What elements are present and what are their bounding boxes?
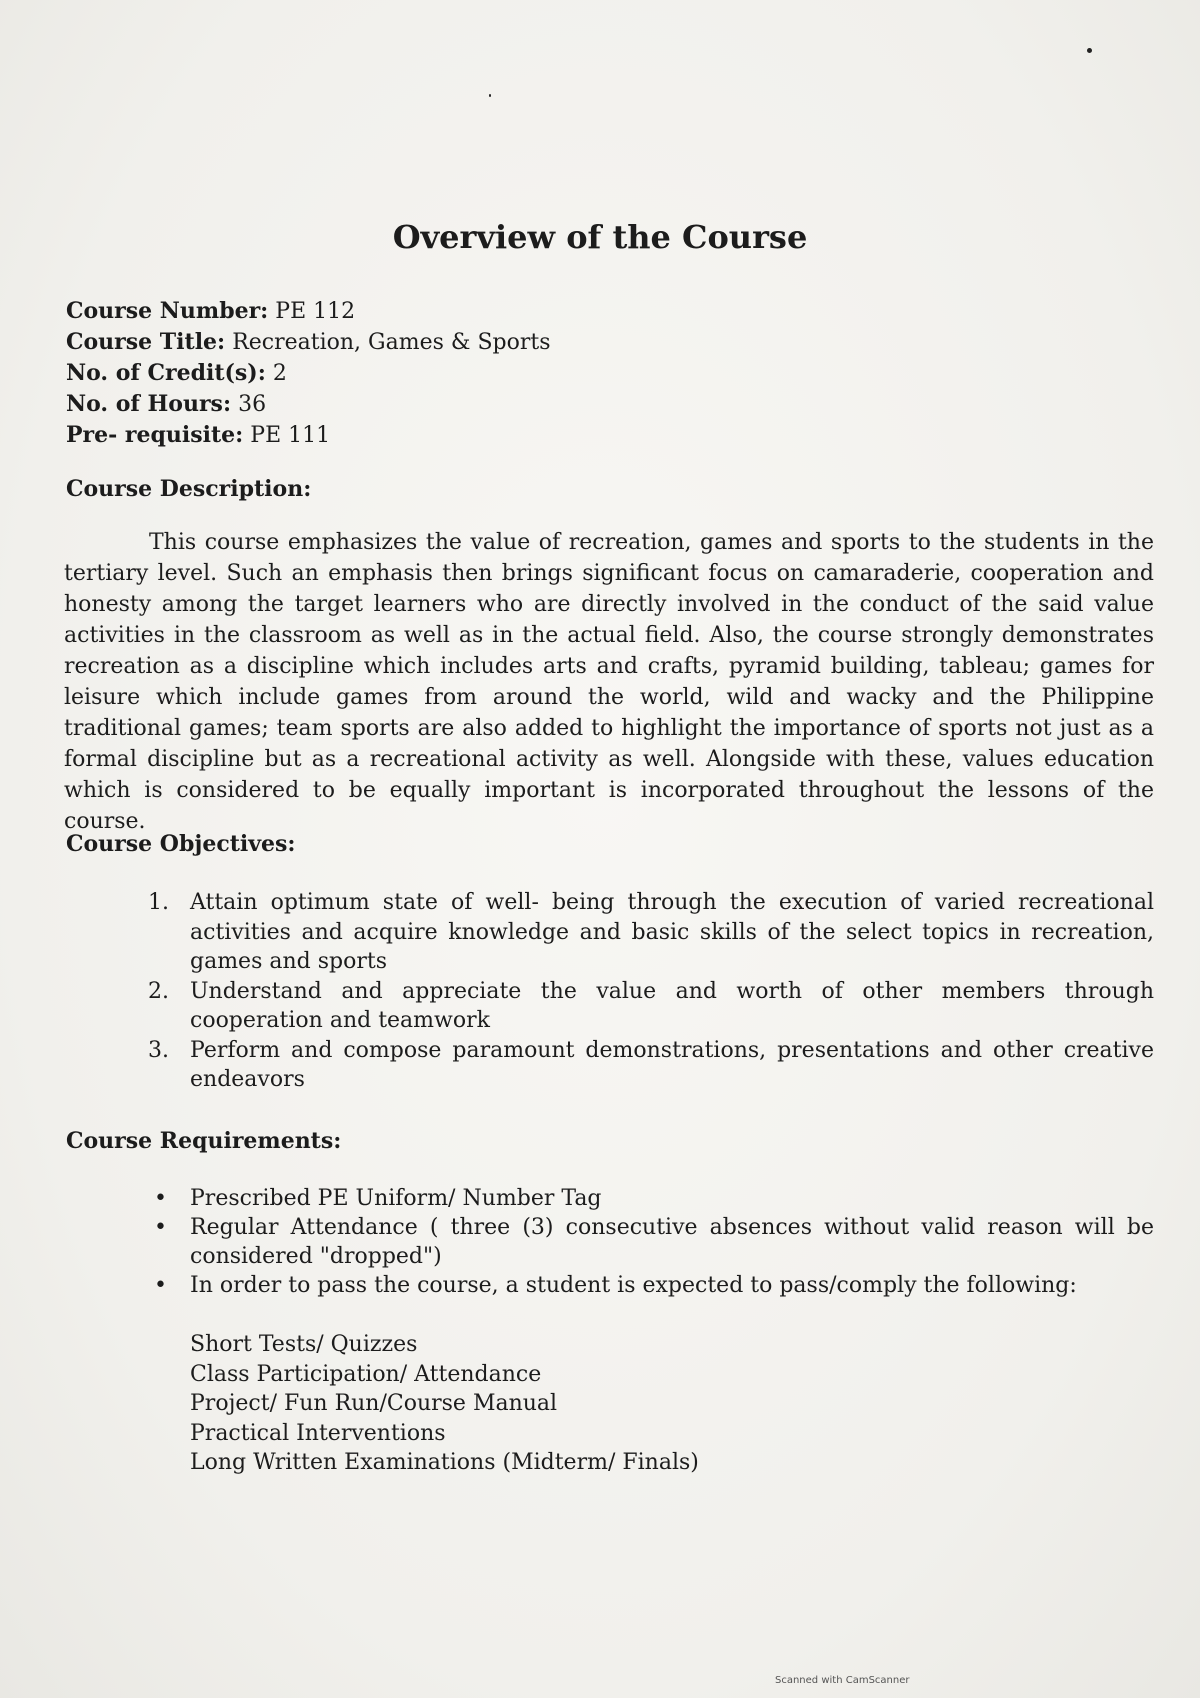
list-item: • Regular Attendance ( three (3) consecutive absences without valid reason will be considered "dropped") (154, 1215, 1154, 1269)
hours-row: No. of Hours: 36 (66, 391, 267, 417)
course-number-row: Course Number: PE 112 (66, 298, 356, 324)
scan-speck (1087, 48, 1092, 53)
bullet-icon: • (154, 1273, 167, 1298)
requirements-list (148, 1184, 1154, 1300)
bullet-icon: • (154, 1186, 167, 1211)
list-item: Class Participation/ Attendance (190, 1361, 542, 1387)
objectives-heading: Course Objectives: (66, 831, 296, 857)
list-item: Short Tests/ Quizzes (190, 1332, 418, 1357)
description-heading: Course Description: (66, 476, 312, 502)
list-item: • Prescribed PE Uniform/ Number Tag (154, 1186, 602, 1211)
bullet-icon: • (154, 1215, 167, 1240)
list-item: 3. Perform and compose paramount demonstrations, presentations and other creative endeavors (148, 1037, 1154, 1092)
credits-row: No. of Credit(s): 2 (66, 360, 287, 386)
passing-requirements (190, 1330, 699, 1478)
page-title: Overview of the Course (392, 218, 808, 256)
list-item: Long Written Examinations (Midterm/ Finals) (190, 1450, 699, 1475)
course-title-row: Course Title: Recreation, Games & Sports (66, 329, 551, 355)
course-info (66, 296, 551, 451)
list-item: Project/ Fun Run/Course Manual (190, 1391, 558, 1416)
list-item: 2. Understand and appreciate the value and worth of other members through cooperation and teamwork (148, 978, 1154, 1033)
list-item: 1. Attain optimum state of well- being through the execution of varied recreational activities and acquire knowledge and basic skills of the select topics in recreation, games and sports (148, 890, 1154, 974)
requirements-heading: Course Requirements: (66, 1128, 342, 1154)
description-text: This course emphasizes the value of recreation, games and sports to the students in the tertiary level. Such an emphasis then brings significant focus on camaraderie, cooperation and honesty among the target learners who are directly involved in the conduct of the said value activities in the classroom as well as in the actual field. Also, the course strongly demonstrates recreation as a discipline which includes arts and crafts, pyramid building, tableau; games for leisure which include games from around the world, wild and wacky and the Philippine traditional games; team sports are also added to highlight the importance of sports not just as a formal discipline but as a recreational activity as well. Alongside with these, values education which is considered to be equally important is incorporated throughout the lessons of the course. (64, 530, 1154, 834)
list-item: Practical Interventions (190, 1420, 446, 1446)
prerequisite-row: Pre- requisite: PE 111 (66, 422, 331, 448)
scan-speck (489, 94, 491, 97)
list-item: • In order to pass the course, a student is expected to pass/comply the following: (154, 1273, 1077, 1298)
objectives-list (148, 888, 1154, 1095)
scanner-watermark: Scanned with CamScanner (775, 1675, 910, 1686)
